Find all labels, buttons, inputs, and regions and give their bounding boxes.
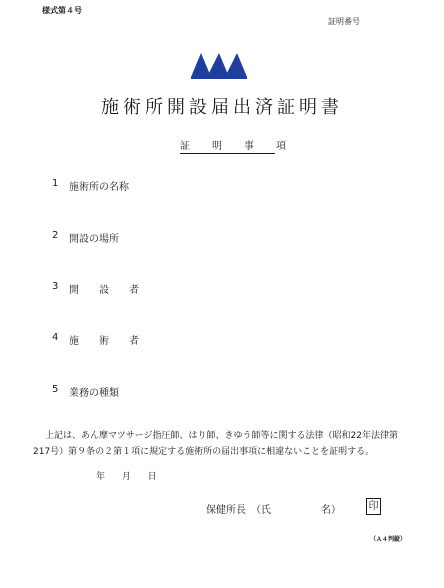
item-number: 3	[52, 281, 59, 292]
item-number: 1	[52, 178, 59, 189]
form-number: 様式第４号	[42, 6, 82, 15]
certification-statement	[33, 428, 415, 460]
statement-line-2: 217号）第９条の２第１項に規定する施術所の届出事項に相違ないことを証明する。	[33, 447, 375, 457]
date-line: 年 月 日	[96, 472, 157, 482]
director-signature-label: 保健所長 （氏 名）	[206, 505, 341, 516]
item-label: 施術所の名称	[69, 182, 129, 193]
paper-size-note: （Ａ４判縦）	[370, 536, 407, 543]
certificate-number-label: 証明番号	[328, 17, 360, 26]
item-label: 開 設 者	[69, 285, 139, 296]
triangle-logo-icon	[191, 50, 253, 84]
item-label: 業務の種類	[69, 388, 119, 399]
item-label: 施 術 者	[69, 336, 139, 347]
item-number: 4	[52, 332, 59, 343]
document-title: 施術所開設届出済証明書	[101, 97, 343, 118]
item-label: 開設の場所	[69, 234, 119, 245]
statement-line-1: 上記は、あん摩マツサージ指圧師、はり師、きゆう師等に関する法律（昭和22年法律第	[45, 431, 399, 441]
seal-box: 印	[366, 498, 381, 515]
item-number: 2	[52, 230, 59, 241]
section-heading: 証 明 事 項	[180, 137, 275, 154]
item-number: 5	[52, 384, 59, 395]
